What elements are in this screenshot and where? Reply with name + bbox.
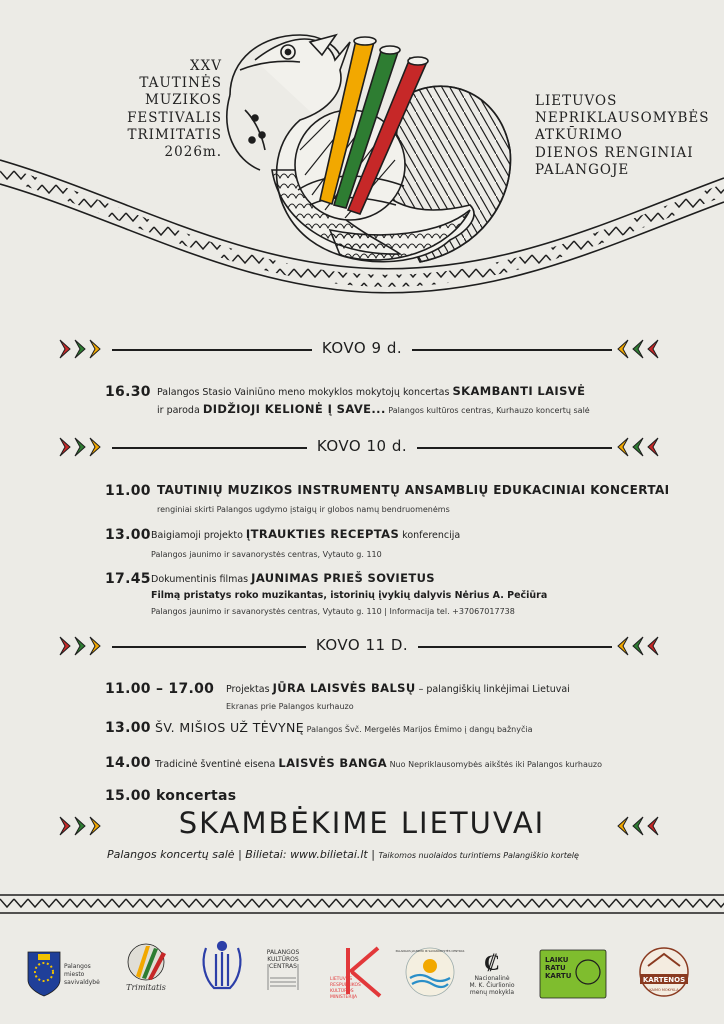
event-note	[226, 694, 354, 713]
event-time: 16.30	[105, 384, 151, 400]
municipality-name: savivaldybė	[64, 979, 100, 986]
event-line	[157, 398, 590, 417]
event-title	[535, 93, 724, 179]
event-highlight: SKAMBANTI LAISVĖ	[452, 384, 586, 398]
event-time-wrap	[105, 524, 151, 543]
bird-ornament	[227, 35, 511, 262]
event-title-line: NEPRIKLAUSOMYBĖS	[535, 110, 710, 127]
event-title-line: LIETUVOS	[535, 93, 618, 109]
event-text: – palangiškių linkėjimai Lietuvai	[415, 684, 570, 695]
event-highlight: ĮTRAUKTIES RECEPTAS	[245, 527, 400, 541]
festival-line: 2026m.	[164, 144, 222, 161]
event-highlight: JŪRA LAISVĖS BALSŲ	[272, 681, 416, 695]
kartenos-logo	[640, 948, 688, 996]
event-time-wrap	[105, 752, 151, 771]
event-line	[151, 523, 460, 542]
day-label: KOVO 11 D.	[306, 636, 418, 654]
laiku-ratu-kartu-logo	[540, 950, 606, 998]
event-location: Nuo Nepriklausomybės aikštės iki Palangos kurhauzo	[387, 760, 603, 769]
event-title-line: ATKŪRIMO	[535, 127, 623, 144]
day-label: KOVO 9 d.	[312, 339, 412, 357]
festival-line: TAUTINĖS	[139, 75, 222, 92]
ministry-name: LIETUVOS	[330, 977, 353, 982]
event-highlight: DIDŽIOJI KELIONĖ Į SAVE...	[202, 402, 386, 416]
event-time-wrap	[105, 785, 236, 804]
lyre-logo	[204, 942, 241, 988]
trimitatis-name: Trimitatis	[126, 983, 166, 992]
event-title-line: PALANGOJE	[535, 161, 630, 178]
event-time: 17.45	[105, 571, 151, 587]
laiku-text: RATU	[545, 964, 566, 972]
event-text: ir paroda	[157, 405, 203, 416]
event-item	[105, 381, 151, 400]
event-note	[157, 497, 450, 516]
laiku-text: LAIKU	[545, 956, 569, 964]
concert-title: SKAMBĖKIME LIETUVAI	[178, 806, 546, 840]
day-label: KOVO 10 d.	[307, 437, 417, 455]
kartenos-sub: KAIMO MOKYKLA	[649, 988, 679, 992]
event-time: 13.00	[105, 720, 151, 736]
event-highlight: TAUTINIŲ MUZIKOS INSTRUMENTŲ ANSAMBLIŲ EDUKACINIAI KONCERTAI	[157, 483, 670, 497]
festival-line: XXV	[190, 58, 222, 74]
municipality-logo	[28, 952, 100, 996]
event-time: 15.00 koncertas	[105, 788, 237, 804]
ciurlionis-name: M. K. Čiurlionio	[469, 982, 515, 989]
event-location: Palangos kultūros centras, Kurhauzo koncertų salė	[385, 406, 590, 415]
ciurlionis-emblem: ₡	[484, 950, 500, 976]
festival-line: TRIMITATIS	[127, 126, 222, 143]
bottom-band	[0, 895, 724, 913]
event-text: Projektas	[226, 684, 273, 695]
event-text: Dokumentinis filmas	[151, 574, 252, 585]
event-time-wrap	[105, 678, 214, 697]
event-line	[157, 479, 670, 498]
ciurlionis-name: Nacionalinė	[474, 975, 510, 982]
culture-center-name: KULTŪROS	[267, 956, 299, 963]
event-highlight: LAISVĖS BANGA	[278, 756, 388, 770]
event-text: Filmą pristatys roko muzikantas, istorinių įvykių dalyvis Nėrius A. Pečiūra	[151, 590, 548, 601]
event-location: Ekranas prie Palangos kurhauzo	[226, 702, 354, 711]
festival-line: FESTIVALIS	[127, 109, 222, 126]
event-time-wrap	[105, 717, 151, 736]
ciurlionis-name: menų mokykla	[469, 989, 515, 996]
culture-center-name: CENTRAS	[269, 963, 297, 970]
partner-logos	[0, 924, 724, 1024]
festival-line: MUZIKOS	[145, 92, 222, 109]
ciurlionis-logo	[469, 950, 514, 996]
day-header	[0, 335, 724, 365]
event-highlight: ŠV. MIŠIOS UŽ TĖVYNĘ	[155, 720, 305, 735]
concert-venue: Palangos koncertų salė | Bilietai: www.bilietai.lt |	[107, 848, 375, 861]
event-time: 11.00 – 17.00	[105, 681, 215, 697]
kartenos-name: KARTENOS	[642, 976, 686, 984]
trimitatis-logo	[126, 944, 166, 992]
ministry-logo	[330, 948, 380, 1000]
event-note	[151, 542, 382, 561]
event-text: Palangos Stasio Vainiūno meno mokyklos mokytojų koncertas	[157, 387, 453, 398]
youth-center-logo	[396, 948, 465, 996]
municipality-name: miesto	[64, 971, 85, 978]
culture-center-logo	[267, 949, 300, 990]
event-text: Baigiamoji projekto	[151, 530, 246, 541]
event-location: renginiai skirti Palangos ugdymo įstaigų ir globos namų bendruomenėms	[157, 505, 450, 514]
ministry-name: MINISTERIJA	[330, 995, 358, 1000]
event-title-line: DIENOS RENGINIAI	[535, 144, 694, 161]
ministry-name: KULTŪROS	[330, 989, 354, 994]
event-line	[155, 717, 532, 736]
municipality-name: Palangos	[64, 963, 91, 970]
day-header	[0, 433, 724, 463]
event-line	[157, 380, 585, 399]
event-note	[151, 599, 515, 618]
event-location: Palangos jaunimo ir savanorystės centras, Vytauto g. 110 | Informacija tel. +37067017738	[151, 607, 515, 616]
event-location: Palangos Švč. Mergelės Marijos Ėmimo į dangų bažnyčia	[304, 725, 533, 734]
laiku-text: KARTU	[545, 972, 572, 980]
event-location: Palangos jaunimo ir savanorystės centras, Vytauto g. 110	[151, 550, 382, 559]
festival-title	[102, 58, 222, 161]
event-time-wrap	[105, 568, 151, 587]
youth-center-name: PALANGOS JAUNIMO IR SAVANORYSTĖS CENTRAS	[395, 949, 465, 953]
event-line	[155, 752, 602, 771]
event-text: Tradicinė šventinė eisena	[155, 759, 279, 770]
event-time: 13.00	[105, 527, 151, 543]
event-time: 11.00	[105, 483, 151, 499]
culture-center-name: PALANGOS	[266, 949, 300, 956]
ministry-name: RESPUBLIKOS	[330, 983, 361, 988]
event-time: 14.00	[105, 755, 151, 771]
event-time-wrap	[105, 480, 151, 499]
event-text: konferencija	[399, 530, 461, 541]
concert-info	[107, 848, 579, 861]
event-highlight: JAUNIMAS PRIEŠ SOVIETUS	[251, 571, 435, 585]
day-header	[0, 632, 724, 662]
concert-discount: Taikomos nuolaidos turintiems Palangiškio kortelę	[378, 851, 579, 860]
